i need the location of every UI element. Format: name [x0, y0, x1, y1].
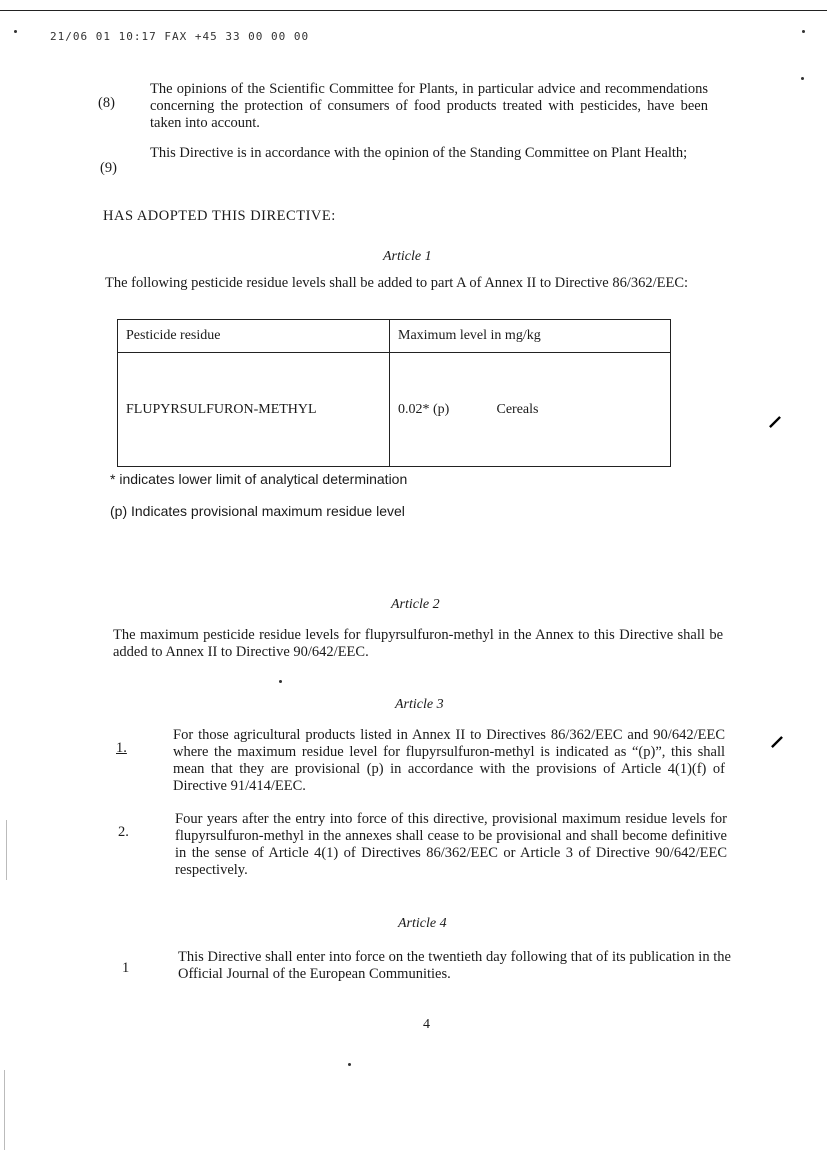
residue-name-cell: FLUPYRSULFURON-METHYL — [118, 353, 390, 467]
recital-number: (9) — [100, 160, 117, 176]
fax-top-rule — [0, 10, 827, 11]
fax-header: 21/06 01 10:17 FAX +45 33 00 00 00 — [50, 30, 310, 43]
item-number: 1. — [116, 740, 127, 756]
article-heading: Article 2 — [391, 597, 440, 612]
item-number: 2. — [118, 824, 129, 840]
table-row — [118, 353, 671, 467]
article-heading: Article 1 — [383, 249, 432, 264]
article-heading: Article 4 — [398, 916, 447, 931]
binder-hole-mark: ⸝ — [770, 719, 785, 752]
recital-text: The opinions of the Scientific Committee for Plants, in particular advice and recommendations concerning the protection of consumers of food products treated with pesticides, have been taken into account. — [150, 81, 708, 131]
article-item-text: This Directive shall enter into force on the twentieth day following that of its publication in the Official Journal of the European Communities. — [178, 949, 731, 982]
residue-level-cell — [390, 353, 671, 467]
article-heading: Article 3 — [395, 697, 444, 712]
table-header-cell: Pesticide residue — [118, 320, 390, 353]
residue-table — [117, 319, 671, 467]
article-item-text: Four years after the entry into force of this directive, provisional maximum residue levels for flupyrsulfuron-methyl in the annexes shall cease to be provisional and shall become definitive in the sense of Article 4(1) of Directives 86/362/EEC or Article 3 of Directive 90/642/EEC respectively. — [175, 811, 727, 878]
scan-speck — [801, 77, 804, 80]
recital-number: (8) — [98, 95, 115, 111]
adoption-statement: HAS ADOPTED THIS DIRECTIVE: — [103, 208, 336, 224]
scan-speck — [14, 30, 17, 33]
recital-text: This Directive is in accordance with the opinion of the Standing Committee on Plant Health; — [150, 145, 688, 161]
footnote-provisional: (p) Indicates provisional maximum residue level — [110, 503, 405, 519]
scan-edge-mark — [6, 820, 7, 880]
table-header-cell: Maximum level in mg/kg — [390, 320, 671, 353]
binder-hole-mark: ⸝ — [768, 399, 783, 432]
max-level-value: 0.02* (p) — [398, 401, 450, 417]
scan-speck — [348, 1063, 351, 1066]
item-number: 1 — [122, 960, 130, 976]
footnote-lod: * indicates lower limit of analytical determination — [110, 471, 408, 487]
table-header-row — [118, 320, 671, 353]
article-item-text: For those agricultural products listed in Annex II to Directives 86/362/EEC and 90/642/EEC where the maximum residue level for flupyrsulfuron-methyl is indicated as “(p)”, this shall mean that they are provisional (p) in accordance with the provisions of Article 4(1)(f) of Directive 91/414/EEC. — [173, 727, 725, 794]
page-number: 4 — [423, 1017, 430, 1032]
article-text: The maximum pesticide residue levels for flupyrsulfuron-methyl in the Annex to this Directive shall be added to Annex II to Directive 90/642/EEC. — [113, 627, 723, 660]
article-text: The following pesticide residue levels shall be added to part A of Annex II to Directive 86/362/EEC: — [105, 275, 689, 291]
product-name: Cereals — [496, 401, 539, 417]
scan-speck — [802, 30, 805, 33]
scan-speck — [279, 680, 282, 683]
scan-edge-mark — [4, 1070, 5, 1150]
